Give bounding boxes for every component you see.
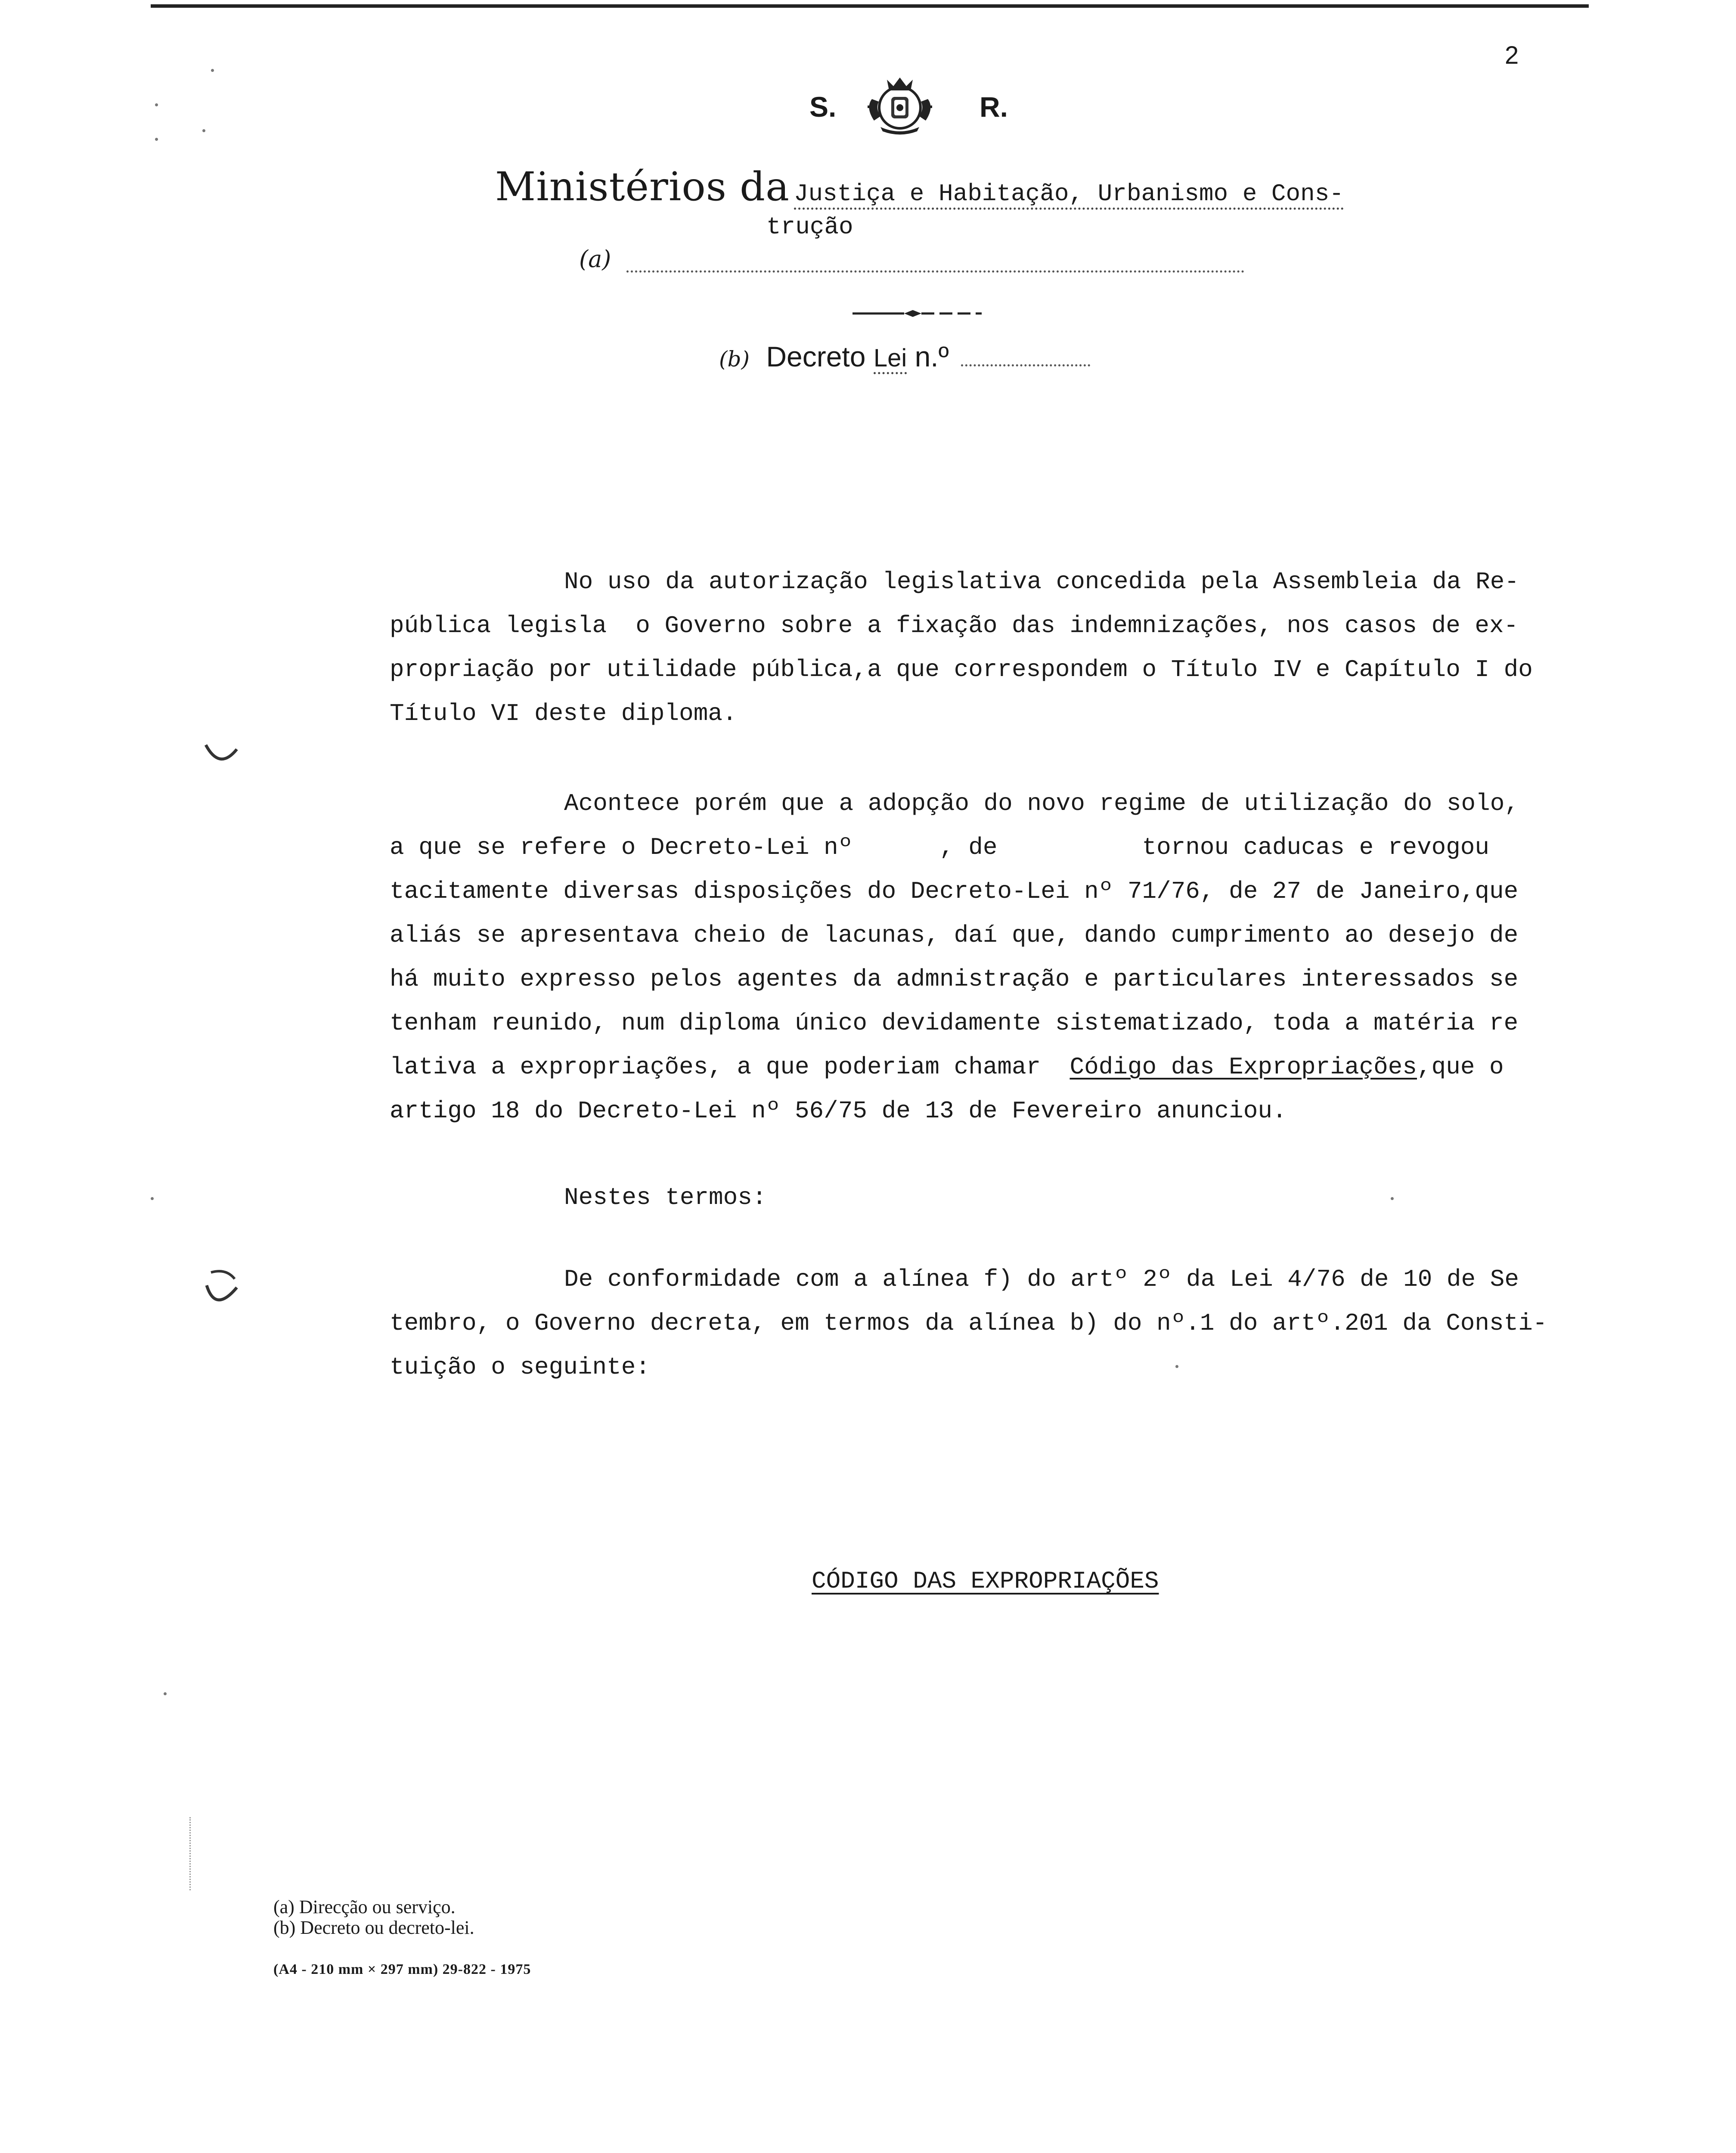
paragraph-line: Acontece porém que a adopção do novo regime de utilização do solo,	[564, 790, 1519, 817]
footnotes	[273, 1897, 474, 1938]
paragraph-line: tembro, o Governo decreta, em termos da alínea b) do nº.1 do artº.201 da Consti-	[390, 1309, 1547, 1337]
paragraph-line: a que se refere o Decreto-Lei nº , de tornou caducas e revogou	[390, 834, 1490, 861]
paragraph-line: No uso da autorização legislativa concedida pela Assembleia da Re-	[564, 568, 1519, 596]
ministry-title: Ministérios da	[495, 164, 790, 210]
footnote-a: (a) Direcção ou serviço.	[273, 1896, 456, 1917]
paragraph-line: tuição o seguinte:	[390, 1353, 650, 1381]
ministry-name-continuation: trução	[766, 213, 853, 241]
paragraph-line	[390, 1045, 1544, 1089]
scan-artifact-line	[189, 1817, 192, 1890]
scan-speck	[155, 138, 158, 141]
field-a-dotted-line	[626, 270, 1244, 273]
decree-line	[719, 340, 1090, 373]
coat-of-arms-icon	[863, 73, 936, 138]
paragraph-line: aliás se apresentava cheio de lacunas, daí que, dando cumprimento ao desejo de	[390, 921, 1519, 949]
paragraph-3	[390, 1176, 1544, 1219]
paragraph-line: Nestes termos:	[564, 1184, 767, 1211]
scan-speck	[202, 129, 205, 132]
scan-speck	[151, 1197, 154, 1200]
paragraph-line: artigo 18 do Decreto-Lei nº 56/75 de 13 de Fevereiro anunciou.	[390, 1097, 1287, 1125]
paragraph-4	[390, 1257, 1547, 1389]
page-number: 2	[1505, 41, 1519, 69]
paragraph-line: tenham reunido, num diploma único devidamente sistematizado, toda a matéria re	[390, 1009, 1519, 1037]
paragraph-line: há muito expresso pelos agentes da admnistração e particulares interessados se	[390, 965, 1519, 993]
scan-speck	[211, 69, 214, 72]
code-reference-underlined: Código das Expropriações	[1070, 1053, 1417, 1081]
paragraph-line: propriação por utilidade pública,a que correspondem o Título IV e Capítulo I do	[390, 656, 1533, 683]
decree-lei: Lei	[874, 344, 907, 374]
top-border-line	[151, 4, 1589, 8]
footnote-b: (b) Decreto ou decreto-lei.	[273, 1917, 474, 1938]
paragraph-line: pública legisla o Governo sobre a fixação das indemnizações, nos casos de ex-	[390, 612, 1519, 639]
paragraph-1	[390, 560, 1544, 735]
decree-number-dotted-line	[961, 364, 1090, 366]
letterhead-r: R.	[980, 91, 1008, 123]
scan-speck	[164, 1692, 167, 1695]
decree-label-b: (b)	[719, 347, 750, 372]
letterhead	[809, 73, 1025, 138]
paragraph-line: De conformidade com a alínea f) do artº 2º da Lei 4/76 de 10 de Se	[564, 1266, 1519, 1293]
punch-hole-mark	[202, 741, 241, 766]
ornament-divider	[852, 309, 982, 318]
paragraph-line: Título VI deste diploma.	[390, 700, 737, 727]
paragraph-segment: lativa a expropriações, a que poderiam chamar	[390, 1053, 1070, 1081]
field-a-label: (a)	[579, 245, 611, 273]
scan-speck	[1391, 1197, 1394, 1200]
letterhead-s: S.	[809, 91, 837, 123]
ministry-name: Justiça e Habitação, Urbanismo e Cons-	[794, 180, 1344, 210]
decree-number-label: n.º	[914, 341, 949, 372]
punch-hole-mark	[202, 1266, 241, 1313]
paragraph-segment: ,que o	[1417, 1053, 1504, 1081]
code-title: CÓDIGO DAS EXPROPRIAÇÕES	[812, 1567, 1159, 1595]
form-code: (A4 - 210 mm × 297 mm) 29-822 - 1975	[273, 1961, 531, 1977]
paragraph-2	[390, 782, 1544, 1133]
ministry-heading	[495, 164, 1344, 210]
decree-word: Decreto	[766, 341, 866, 372]
scan-speck	[155, 103, 158, 106]
scan-speck	[1175, 1365, 1178, 1368]
paragraph-line: tacitamente diversas disposições do Decreto-Lei nº 71/76, de 27 de Janeiro,que	[390, 878, 1519, 905]
